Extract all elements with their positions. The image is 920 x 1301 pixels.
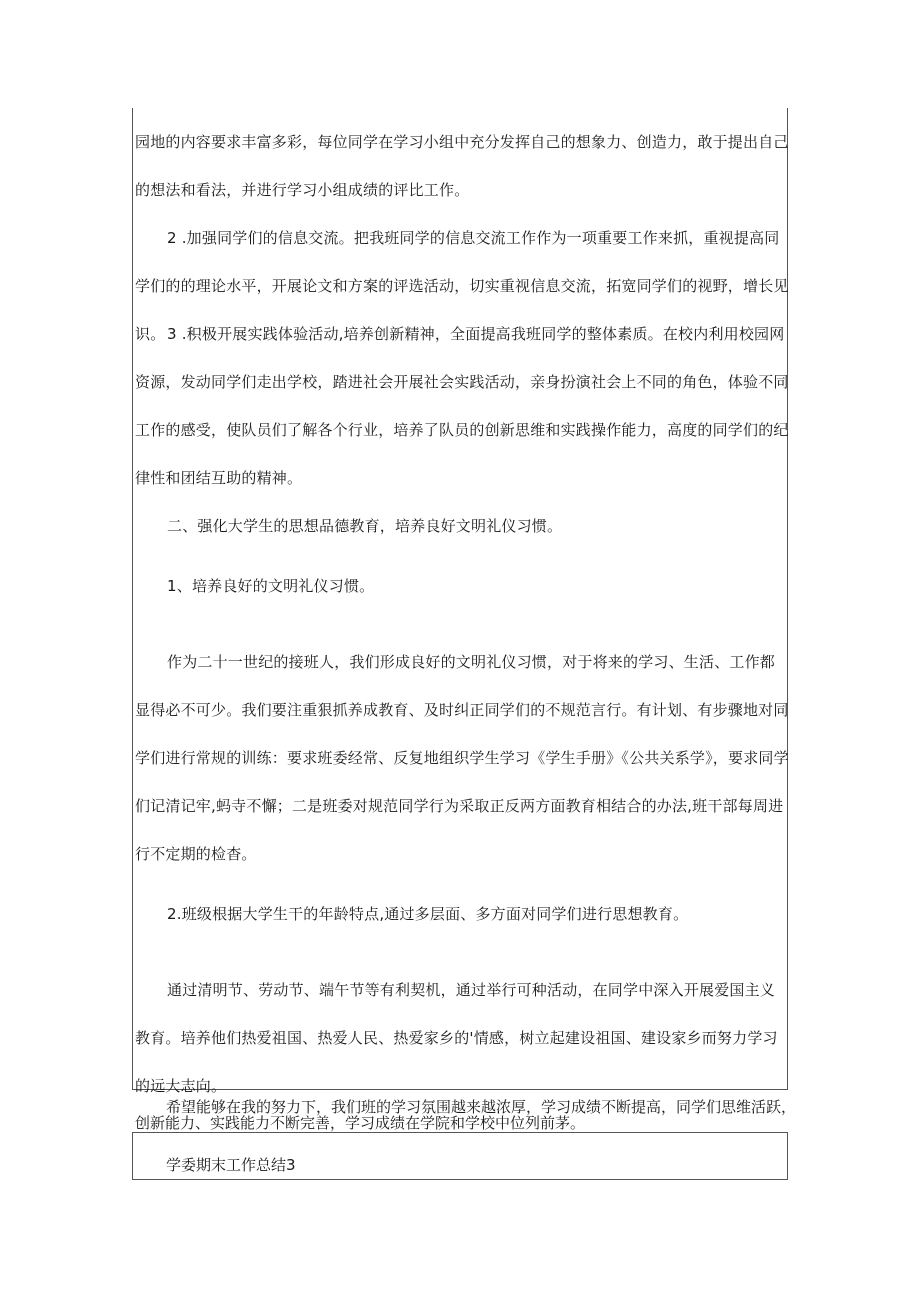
- paragraph-etiquette-habits: 作为二十一世纪的接班人，我们形成良好的文明礼仪习惯，对于将来的学习、生活、工作都显得必不可少。我们要注重狠抓养成教育、及时纠正同学们的不规范言行。有计划、有步骤地对同学们进行常规的训练：要求班委经常、反复地组织学生学习《学生手册》《公共关系学》，要求同学们记清记牢,蚂寺不懈；二是班委对规范同学行为采取正反两方面教育相结合的办法,班干部每周进行不定期的检杳。: [135, 653, 789, 863]
- subheading-etiquette: 1、培养良好的文明礼仪习惯。: [167, 577, 375, 595]
- closing-line-1: 希望能够在我的努力下，我们班的学习氛围越来越浓厚，学习成绩不断提高，同学们思维活跃，: [166, 1098, 797, 1116]
- paragraph-activity-garden: 园地的内容要求丰富多彩，每位同学在学习小组中充分发挥自己的想象力、创造力，敢于提出自己的想法和看法，并进行学习小组成绩的评比工作。: [135, 133, 789, 199]
- next-section-title: 学委期末工作总结3: [166, 1156, 296, 1174]
- subheading-ideological-education: 2.班级根据大学生干的年龄特点,通过多层面、多方面对同学们进行思想教育。: [167, 905, 689, 923]
- paragraph-patriotic-education: 通过清明节、劳动节、端午节等有利契机，通过举行可种活动，在同学中深入开展爱国主义教育。培养他们热爱祖国、热爱人民、热爱家乡的'情感，树立起建设祖国、建设家乡而努力学习的远大志向。: [135, 981, 778, 1095]
- section-heading-moral-education: 二、强化大学生的思想品德教育，培养良好文明礼仪习惯。: [167, 517, 563, 535]
- paragraph-practice-activities: 3 .积极开展实践体验活动,培养创新精神，全面提高我班同学的整体素质。在校内利用校园网资源，发动同学们走出学校，踏进社会开展社会实践活动，亲身扮演社会上不同的角色，体验不同工作的感受，使队员们了解各个行业，培养了队员的创新思维和实践操作能力，高度的同学们的纪律性和团结互助的精神。: [135, 325, 789, 487]
- closing-line-2: 创新能力、实践能力不断完善，学习成绩在学院和学校中位列前茅。: [135, 1114, 586, 1132]
- paragraph-info-exchange: 2 .加强同学们的信息交流。把我班同学的信息交流工作作为一项重要工作来抓，重视提高同学们的的理论水平，开展论文和方案的评选活动，切实重视信息交流，拓宽同学们的视野，增长见识。: [135, 229, 789, 343]
